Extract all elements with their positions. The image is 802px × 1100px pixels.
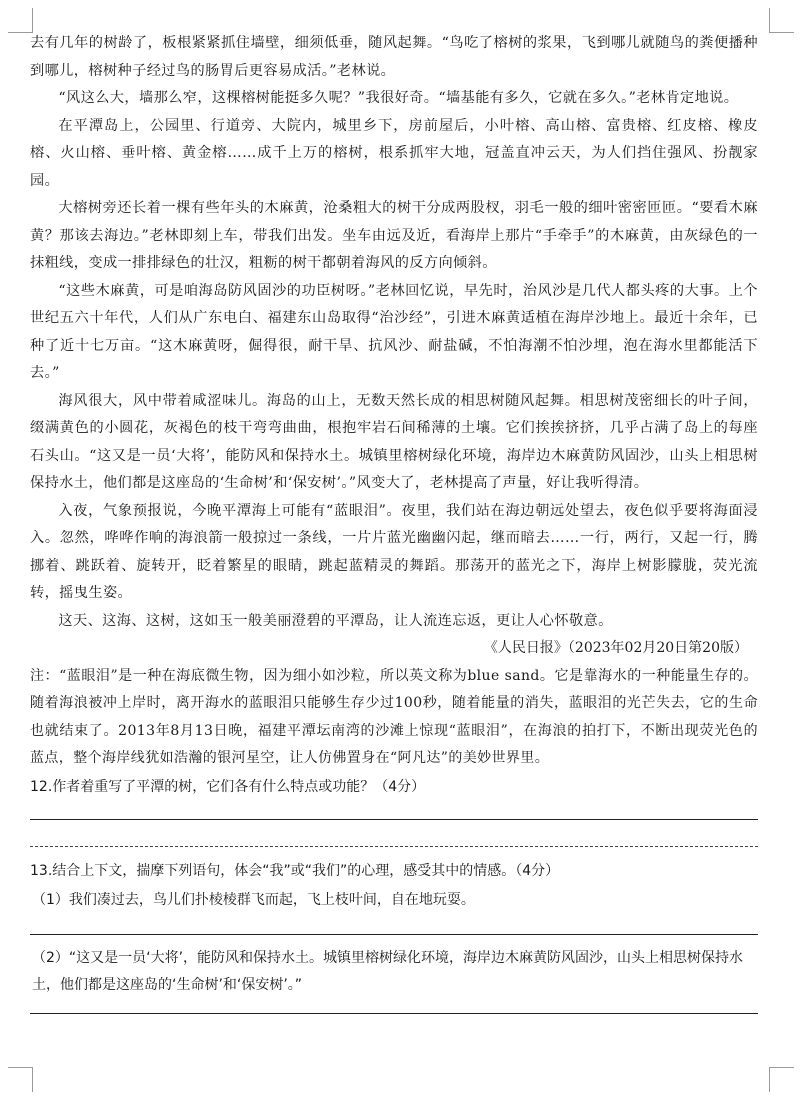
answer-line-12a[interactable] (30, 819, 758, 820)
question-13: 13.结合上下文，揣摩下列语句，体会“我”或“我们”的心理，感受其中的情感。（4分） (30, 862, 560, 879)
page-corner-mark-top-right (769, 8, 794, 33)
question-13-item-2: （2）“这又是一员‘大将’，能防风和保持水土。城镇里榕树绿化环境，海岸边木麻黄防风固沙，山头上相思树保持水土，他们都是这座岛的‘生命树’和‘保安树’。” (32, 949, 744, 993)
article-paragraph-4: 大榕树旁还长着一棵有些年头的木麻黄，沧桑粗大的树干分成两股杈，羽毛一般的细叶密密匝匝。“要看木麻黄？那该去海边。”老林即刻上车，带我们出发。坐车由远及近，看海岸上那片“手牵手”的木麻黄，由灰绿色的一抹粗线，变成一排排绿色的壮汉，粗粝的树干都朝着海风的反方向倾斜。 (30, 200, 758, 271)
question-12: 12.作者着重写了平潭的树，它们各有什么特点或功能？（4分） (30, 778, 426, 795)
answer-line-13-1[interactable] (30, 934, 758, 935)
page-corner-mark-bottom-right (769, 1067, 794, 1092)
question-13-item-1: （1）我们凑过去，鸟儿们扑棱棱群飞而起，飞上枝叶间，自在地玩耍。 (32, 891, 475, 908)
page-corner-mark-bottom-left (8, 1067, 33, 1092)
article-paragraph-6: 海风很大，风中带着咸涩味儿。海岛的山上，无数天然长成的相思树随风起舞。相思树茂密细长的叶子间，缀满黄色的小圆花，灰褐色的枝干弯弯曲曲，根抱牢岩石间稀薄的土壤。它们挨挨挤挤，几乎占满了岛上的每座石头山。“这又是一员‘大将’，能防风和保持水土。城镇里榕树绿化环境，海岸边木麻黄防风固沙，山头上相思树保持水土，他们都是这座岛的‘生命树’和‘保安树’。”风变大了，老林提高了声量，好让我听得清。 (30, 392, 758, 491)
article-paragraph-2: “风这么大，墙那么窄，这棵榕树能挺多久呢？”我很好奇。“墙基能有多久，它就在多久。”老林肯定地说。 (58, 90, 739, 106)
document-page (30, 30, 758, 1014)
article-paragraph-3: 在平潭岛上，公园里、行道旁、大院内，城里乡下，房前屋后，小叶榕、高山榕、富贵榕、红皮榕、橡皮榕、火山榕、垂叶榕、黄金榕……成千上万的榕树，根系抓牢大地，冠盖直冲云天，为人们挡住强风、扮靓家园。 (30, 117, 758, 189)
article-source: 《人民日报》（2023年02月20日第20版） (483, 640, 748, 656)
article-paragraph-5: “这些木麻黄，可是咱海岛防风固沙的功臣树呀。”老林回忆说，早先时，治风沙是几代人都头疼的大事。上个世纪五六十年代，人们从广东电白、福建东山岛取得“治沙经”，引进木麻黄适植在海岸沙地上。最近十余年，已种了近十七万亩。“这木麻黄呀，倔得很，耐干旱、抗风沙、耐盐碱，不怕海潮不怕沙埋，泡在海水里都能活下去。” (30, 282, 758, 381)
answer-line-13-2[interactable] (30, 1013, 758, 1014)
answer-line-12b[interactable] (30, 846, 758, 847)
article-paragraph-7: 入夜，气象预报说，今晚平潭海上可能有“蓝眼泪”。夜里，我们站在海边朝远处望去，夜色似乎要将海面浸入。忽然，哗哗作响的海浪箭一般掠过一条线，一片片蓝光幽幽闪起，继而暗去……一行，两行，又起一行，腾挪着、跳跃着、旋转开，眨着繁星的眼睛，跳起蓝精灵的舞蹈。那荡开的蓝光之下，海岸上树影朦胧，荧光流转，摇曳生姿。 (30, 502, 758, 601)
article-note: 注：“蓝眼泪”是一种在海底微生物，因为细小如沙粒，所以英文称为blue sand。它是靠海水的一种能量生存的。随着海浪被冲上岸时，离开海水的蓝眼泪只能够生存少过100秒，随着能量的消失，蓝眼泪的光芒失去，它的生命也就结束了。2013年8月13日晚，福建平潭坛南湾的沙滩上惊现“蓝眼泪”，在海浪的拍打下，不断出现荧光色的蓝点，整个海岸线犹如浩瀚的银河星空，让人仿佛置身在“阿凡达”的美妙世界里。 (30, 667, 758, 766)
article-paragraph-8: 这天、这海、这树，这如玉一般美丽澄碧的平潭岛，让人流连忘返，更让人心怀敬意。 (58, 612, 613, 629)
article-paragraph-1: 去有几年的树龄了，板根紧紧抓住墙壁，细须低垂，随风起舞。“鸟吃了榕树的浆果，飞到哪儿就随鸟的粪便播种到哪儿，榕树种子经过鸟的肠胃后更容易成活。”老林说。 (30, 35, 758, 79)
